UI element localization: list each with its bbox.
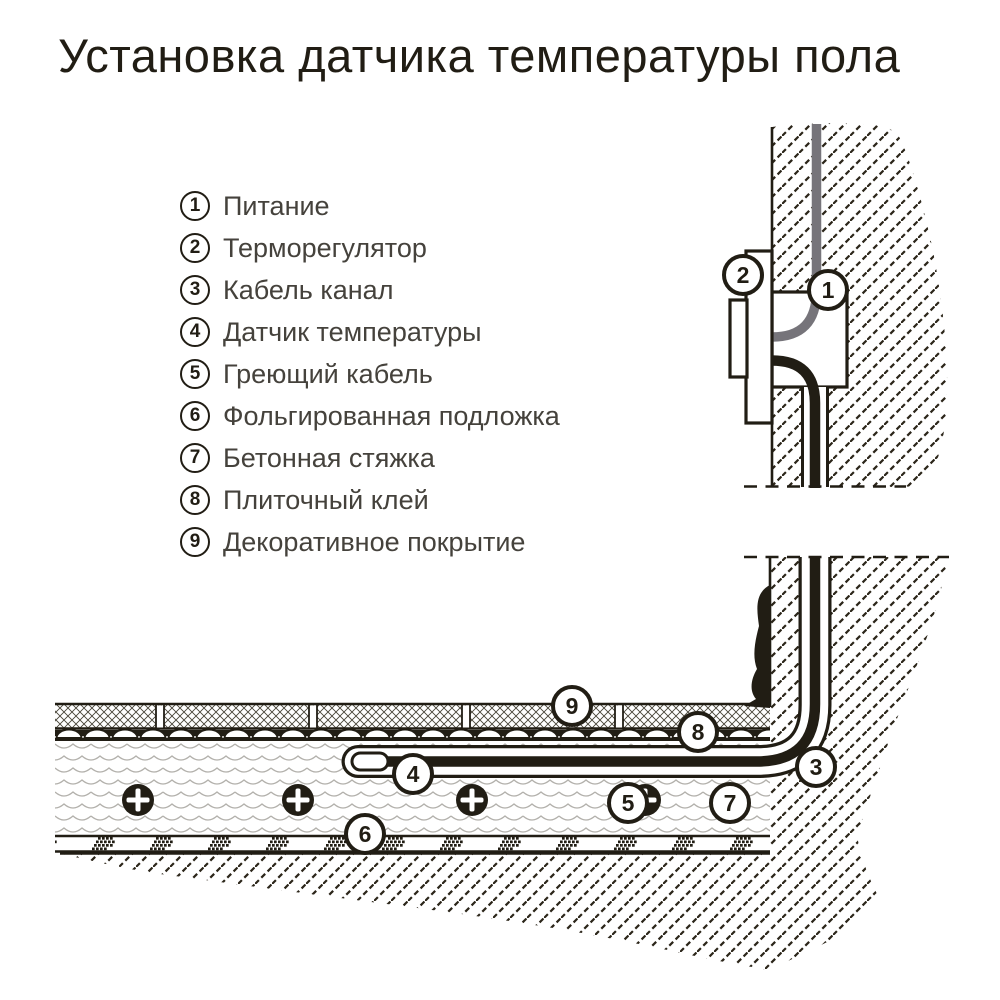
legend-number-badge: 5 [180,359,210,389]
foil-underlay-layer [55,836,770,852]
tile-layer [55,704,770,729]
legend-item-label: Декоративное покрытие [223,526,526,557]
tile-adhesive-layer [55,729,770,741]
legend-number-badge: 7 [180,443,210,473]
legend-item-label: Питание [223,190,330,221]
temperature-sensor-bulb [352,753,388,770]
callout-tile-adhesive: 8 [677,711,719,753]
callout-power: 1 [807,269,849,311]
legend-number-badge: 9 [180,527,210,557]
legend-item-label: Терморегулятор [223,232,427,263]
legend-number-badge: 2 [180,233,210,263]
callout-heating-cable: 5 [607,782,649,824]
legend-number-badge: 4 [180,317,210,347]
legend-number-badge: 8 [180,485,210,515]
legend-item-label: Датчик температуры [223,316,482,347]
legend-number-badge: 1 [180,191,210,221]
callout-decorative-cover: 9 [551,685,593,727]
corner-sealant-blob [744,585,770,708]
callout-foil-underlay: 6 [344,813,386,855]
callout-screed: 7 [709,782,751,824]
callout-temp-sensor: 4 [392,753,434,795]
legend-item-label: Плиточный клей [223,484,429,515]
legend-item-label: Бетонная стяжка [223,442,435,473]
legend-item-label: Греющий кабель [223,358,433,389]
legend-number-badge: 3 [180,275,210,305]
legend-number-badge: 6 [180,401,210,431]
page-title: Установка датчика температуры пола [58,29,901,82]
legend-item-label: Кабель канал [223,274,394,305]
legend-item-label: Фольгированная подложка [223,400,560,431]
callout-cable-channel: 3 [795,746,837,788]
callout-thermostat: 2 [722,254,764,296]
